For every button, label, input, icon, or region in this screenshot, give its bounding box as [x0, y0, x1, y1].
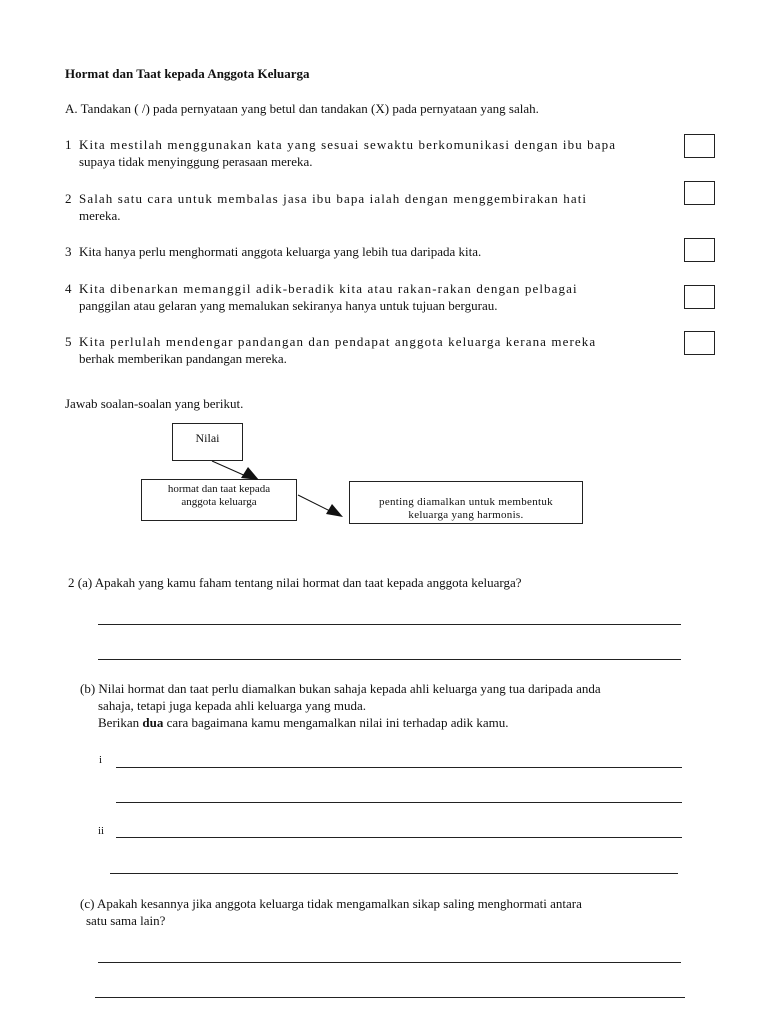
statement-text-line1: Kita hanya perlu menghormati anggota keluarga yang lebih tua daripada kita. [79, 244, 482, 259]
question-2c-line2: satu sama lain? [86, 913, 166, 928]
arrow-line-2 [298, 495, 332, 512]
diagram-box-penting-line2: keluarga yang harmonis. [408, 509, 524, 521]
statement-number: 1 [65, 137, 72, 152]
answer-line[interactable] [95, 997, 685, 998]
statement-number: 5 [65, 334, 72, 349]
diagram-box-hormat-line2: anggota keluarga [181, 496, 257, 508]
worksheet-title: Hormat dan Taat kepada Anggota Keluarga [65, 66, 310, 81]
answer-line[interactable] [116, 767, 682, 768]
statement-text-line1: Kita mestilah menggunakan kata yang sesuai sewaktu berkomunikasi dengan ibu bapa [79, 137, 617, 152]
question-2b-emphasis: dua [142, 715, 164, 730]
question-2b [80, 680, 740, 731]
answer-line[interactable] [98, 624, 681, 625]
statement-text-line1: Salah satu cara untuk membalas jasa ibu bapa ialah dengan menggembirakan hati [79, 191, 588, 206]
answer-line[interactable] [116, 802, 682, 803]
statement-number: 4 [65, 281, 72, 296]
label-i: i [99, 754, 103, 766]
statement-text-line2: supaya tidak menyinggung perasaan mereka. [79, 154, 313, 169]
diagram-box-hormat-line1: hormat dan taat kepada [167, 483, 271, 495]
statement-number: 3 [65, 244, 72, 259]
diagram-box-penting-line1: penting diamalkan untuk membentuk [379, 496, 553, 508]
statement-text-line1: Kita dibenarkan memanggil adik-beradik kita atau rakan-rakan dengan pelbagai [79, 281, 578, 296]
diagram-box-nilai-label: Nilai [195, 431, 220, 445]
statement-text-line2: berhak memberikan pandangan mereka. [79, 351, 287, 366]
answer-line[interactable] [116, 837, 682, 838]
section-a-instruction: A. Tandakan ( /) pada pernyataan yang betul dan tandakan (X) pada pernyataan yang salah. [65, 101, 539, 116]
label-ii: ii [98, 825, 105, 837]
section-b-instruction: Jawab soalan-soalan yang berikut. [65, 396, 244, 411]
question-2b-line3 [98, 714, 740, 731]
statement-text-line2: mereka. [79, 208, 121, 223]
answer-line[interactable] [98, 659, 681, 660]
arrow-head-2 [326, 504, 343, 517]
arrow-head-1 [241, 467, 259, 480]
statement-text-line2: panggilan atau gelaran yang memalukan sekiranya hanya untuk tujuan bergurau. [79, 298, 498, 313]
arrow-line-1 [212, 461, 248, 477]
statement-text-line1: Kita perlulah mendengar pandangan dan pendapat anggota keluarga kerana mereka [79, 334, 597, 349]
question-2c-line1: (c) Apakah kesannya jika anggota keluarga tidak mengamalkan sikap saling menghormati antara [80, 896, 582, 911]
question-2b-line3-post: cara bagaimana kamu mengamalkan nilai ini terhadap adik kamu. [163, 715, 509, 730]
question-2c [80, 895, 740, 929]
answer-line[interactable] [110, 873, 678, 874]
question-2b-line1: (b) Nilai hormat dan taat perlu diamalkan bukan sahaja kepada ahli keluarga yang tua daripada anda [80, 681, 601, 696]
question-2b-line3-pre: Berikan [98, 715, 143, 730]
statement-number: 2 [65, 191, 72, 206]
question-2a: 2 (a) Apakah yang kamu faham tentang nilai hormat dan taat kepada anggota keluarga? [68, 575, 522, 590]
question-2b-line2: sahaja, tetapi juga kepada ahli keluarga yang muda. [98, 698, 366, 713]
answer-line[interactable] [98, 962, 681, 963]
